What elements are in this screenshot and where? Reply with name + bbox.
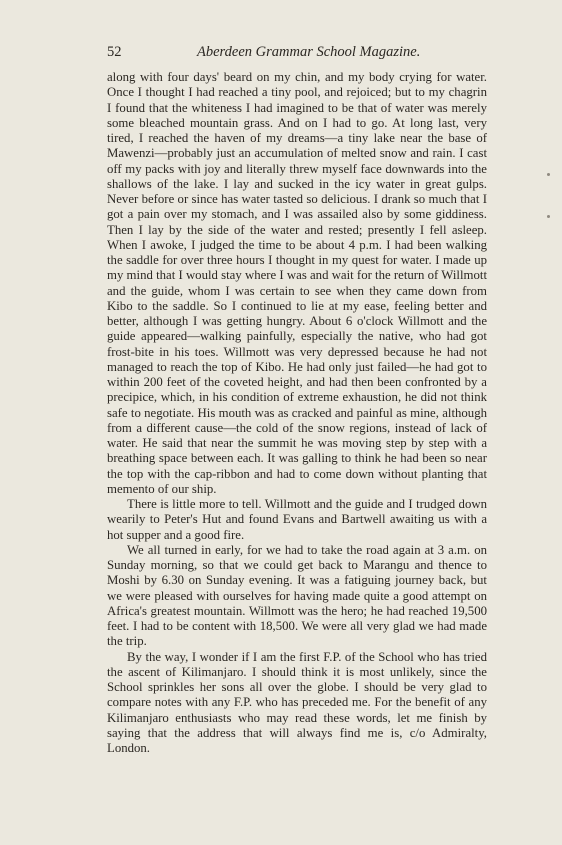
paragraph: along with four days' beard on my chin, and my body crying for water. Once I thought I had reached a tiny pool, and rejoiced; but to my chagrin I found that the whiteness I had imagined to be that of water was merely some bleached mountain grass. And on I had to go. At long last, very tired, I reached the haven of my dreams—a tiny lake near the base of Mawenzi—probably just an accumulation of melted snow and rain. I cast off my packs with joy and literally threw myself face downwards into the shallows of the lake. I lay and sucked in the icy water in great gulps. Never before or since has water tasted so delicious. I drank so much that I got a pain over my stomach, and I was assailed also by some giddiness. Then I lay by the side of the water and rested; presently I fell asleep. When I awoke, I judged the time to be about 4 p.m. I had been walking the saddle for over three hours I thought in my quest for water. I made up my mind that I would stay where I was and wait for the return of Willmott and the guide, whom I was certain to see when they came down from Kibo to the saddle. So I continued to lie at my ease, feeling better and better, although I was getting hungry. About 6 o'clock Willmott and the guide appeared—walking painfully, especially the native, who had got frost-bite in his toes. Willmott was very depressed because he had not managed to reach the top of Kibo. He had only just failed—he had got to within 200 feet of the coveted height, and had then been confronted by a precipice, which, in his condition of extreme exhaustion, he did not think safe to negotiate. His mouth was as cracked and painful as mine, although from a different cause—the cold of the snow regions, instead of lack of water. He said that near the summit he was moving step by step with a breathing space between each. It was galling to think he had been so near the top with the cap-ribbon and had to come down without planting that memento of our ship.: [107, 70, 487, 496]
paragraph: There is little more to tell. Willmott and the guide and I trudged down wearily to Peter's Hut and found Evans and Bartwell awaiting us with a hot supper and a good fire.: [107, 497, 487, 542]
paper-speck: [547, 215, 550, 218]
paragraph: We all turned in early, for we had to take the road again at 3 a.m. on Sunday morning, so that we could get back to Marangu and thence to Moshi by 6.30 on Sunday evening. It was a fatiguing journey back, but we were pleased with ourselves for having made quite a good attempt on Africa's greatest mountain. Willmott was the hero; he had reached 19,500 feet. I had to be content with 18,500. We were all very glad we had made the trip.: [107, 542, 487, 649]
paragraph: By the way, I wonder if I am the first F.P. of the School who has tried the ascent of Kilimanjaro. I should think it is most unlikely, since the School sprinkles her sons all over the globe. I should be very glad to compare notes with any F.P. who has preceded me. For the benefit of any Kilimanjaro enthusiasts who may read these words, let me finish by saying that the address that will always find me is, c/o Admiralty, London.: [107, 649, 487, 755]
page-header: [107, 44, 487, 66]
paper-speck: [547, 173, 550, 176]
article-body: [107, 70, 487, 756]
page-number: 52: [107, 44, 122, 60]
running-title: Aberdeen Grammar School Magazine.: [197, 44, 421, 60]
